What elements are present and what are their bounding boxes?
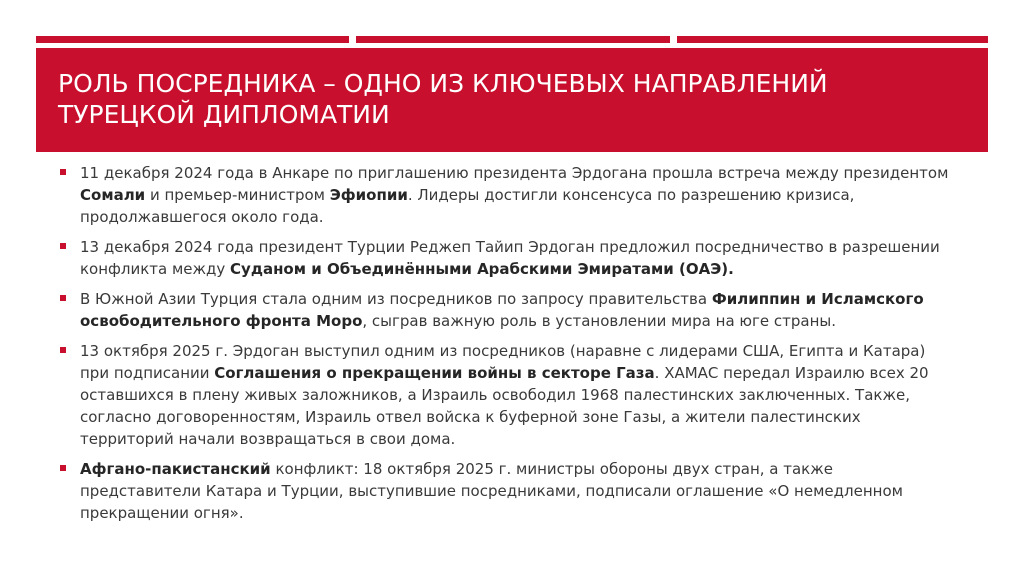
bullet-3-text-2: , сыграв важную роль в установлении мира на юге страны. xyxy=(362,312,837,330)
bullet-item-1 xyxy=(58,162,958,228)
top-bar-segment-3 xyxy=(677,36,988,43)
bullet-1-bold-2: Эфиопии xyxy=(329,186,408,204)
bullet-4-text-2: . ХАМАС передал Израилю всех 20 оставшихся в плену живых заложников, а Израиль освободил 1968 палестинских заключенных. Также, согласно договоренностям, Израиль отвел войска к буферной зоне Газы, а жители палестинских территорий начали возвращаться в свои дома. xyxy=(80,364,929,448)
bullet-square-icon xyxy=(60,295,66,301)
bullet-square-icon xyxy=(60,169,66,175)
bullet-5-bold-1: Афгано-пакистанский xyxy=(80,460,271,478)
bullet-3-text-1: В Южной Азии Турция стала одним из посредников по запросу правительства xyxy=(80,290,712,308)
bullet-1-text-3: . Лидеры достигли консенсуса по разрешению кризиса, продолжавшегося около года. xyxy=(80,186,855,226)
slide-title: РОЛЬ ПОСРЕДНИКА – ОДНО ИЗ КЛЮЧЕВЫХ НАПРАВЛЕНИЙ ТУРЕЦКОЙ ДИПЛОМАТИИ xyxy=(58,69,828,129)
bullet-1-text-1: 11 декабря 2024 года в Анкаре по приглашению президента Эрдогана прошла встреча между президентом xyxy=(80,164,949,182)
bullet-5-text-1: конфликт: 18 октября 2025 г. министры обороны двух стран, а также представители Катара и Турции, выступившие посредниками, подписали оглашение «О немедленном прекращении огня». xyxy=(80,460,903,522)
title-band xyxy=(36,48,988,152)
bullet-3-bold-1: Филиппин и Исламского освободительного фронта Моро xyxy=(80,290,924,330)
bullet-1-text-2: и премьер-министром xyxy=(145,186,330,204)
bullet-2-text-1: 13 декабря 2024 года президент Турции Реджеп Тайип Эрдоган предложил посредничество в разрешении конфликта между xyxy=(80,238,940,278)
bullet-square-icon xyxy=(60,243,66,249)
bullet-4-bold-1: Соглашения о прекращении войны в секторе Газа xyxy=(214,364,655,382)
bullet-item-3 xyxy=(58,288,958,332)
top-bar-segment-2 xyxy=(356,36,670,43)
bullet-2-bold-1: Суданом и Объединёнными Арабскими Эмиратами (ОАЭ). xyxy=(230,260,734,278)
bullet-item-4 xyxy=(58,340,958,450)
bullet-4-text-1: 13 октября 2025 г. Эрдоган выступил одним из посредников (наравне с лидерами США, Египта и Катара) при подписании xyxy=(80,342,926,382)
slide-content xyxy=(58,162,958,532)
bullet-square-icon xyxy=(60,465,66,471)
bullet-item-5 xyxy=(58,458,958,524)
bullet-1-bold-1: Сомали xyxy=(80,186,146,204)
bullet-item-2 xyxy=(58,236,958,280)
bullet-square-icon xyxy=(60,347,66,353)
top-bar-segment-1 xyxy=(36,36,349,43)
bullet-list xyxy=(58,162,958,524)
